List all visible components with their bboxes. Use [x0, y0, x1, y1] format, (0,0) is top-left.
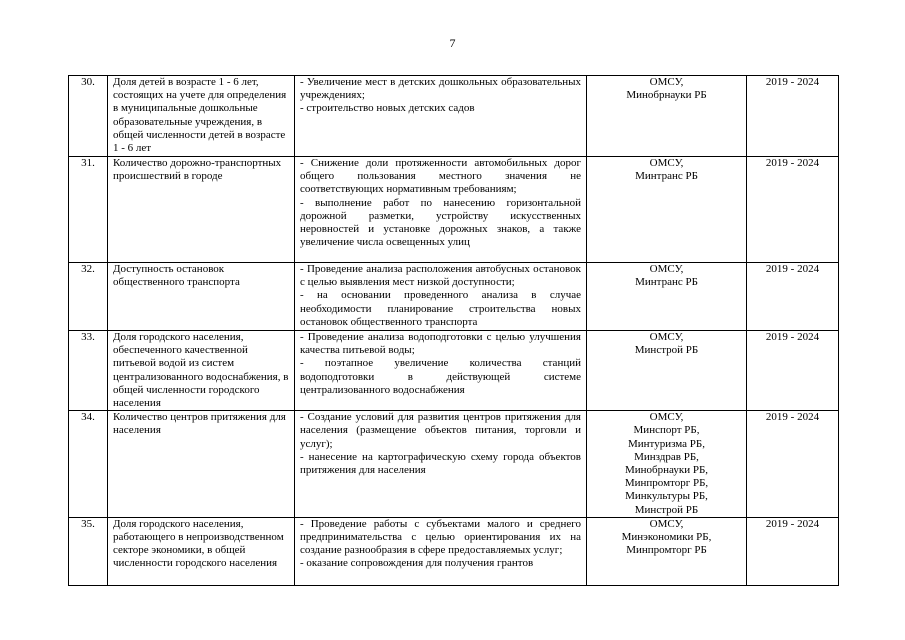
measures-cell — [295, 157, 587, 263]
measure-item: - выполнение работ по нанесению горизонтальной дорожной разметки, устройству искусственных неровностей и установке дорожных знаков, а также увеличение числа освещенных улиц — [300, 196, 581, 249]
measure-item: - Создание условий для развития центров притяжения для населения (размещение объектов питания, торговли и услуг); — [300, 411, 581, 450]
term-cell: 2019 - 2024 — [747, 157, 839, 263]
measure-item: - Проведение работы с субъектами малого и среднего предпринимательства с целью ориентирования их на создание разнообразия в сфере предоставляемых услуг; — [300, 517, 581, 557]
measure-item: - поэтапное увеличение количества станций водоподготовки в действующей системе централизованного водоснабжения — [300, 357, 581, 396]
responsible-cell — [587, 411, 747, 518]
measures-cell — [295, 331, 587, 411]
responsible-item: Минэкономики РБ, — [621, 531, 712, 544]
measures-cell — [295, 411, 587, 518]
responsible-item: Минпромторг РБ, — [624, 477, 709, 490]
table-row — [69, 157, 839, 263]
responsible-cell — [587, 76, 747, 157]
indicator-cell: Доля городского населения, работающего в непроизводственном секторе экономики, в общей численности городского населения — [108, 517, 295, 585]
indicator-cell: Доля детей в возрасте 1 - 6 лет, состоящих на учете для определения в муниципальные дошкольные образовательные учреждения, в общей численности детей в возрасте 1 - 6 лет — [108, 76, 295, 157]
table-row — [69, 331, 839, 411]
responsible-cell — [587, 331, 747, 411]
responsible-item: Минстрой РБ — [634, 503, 699, 516]
measures-cell — [295, 263, 587, 331]
term-cell: 2019 - 2024 — [747, 411, 839, 518]
responsible-item: Минспорт РБ, — [633, 424, 700, 437]
measure-item: - строительство новых детских садов — [300, 102, 475, 115]
measure-item: - на основании проведенного анализа в случае необходимости планирование строительства новых остановок общественного транспорта — [300, 289, 581, 328]
measures-cell — [295, 76, 587, 157]
row-number: 31. — [69, 157, 108, 263]
responsible-item: ОМСУ, — [649, 157, 684, 169]
indicator-cell: Количество центров притяжения для населения — [108, 411, 295, 518]
measure-item: - нанесение на картографическую схему города объектов притяжения для населения — [300, 450, 581, 477]
responsible-item: Минпромторг РБ — [626, 544, 707, 557]
table-row — [69, 76, 839, 157]
responsible-item: Минтуризма РБ, — [628, 437, 705, 450]
responsible-item: Минтранс РБ — [635, 276, 698, 289]
responsible-item: ОМСУ, — [649, 411, 684, 424]
row-number: 33. — [69, 331, 108, 411]
indicator-cell: Количество дорожно-транспортных происшествий в городе — [108, 157, 295, 263]
responsible-cell — [587, 263, 747, 331]
page-number: 7 — [449, 36, 456, 50]
indicator-cell: Доля городского населения, обеспеченного качественной питьевой водой из систем централизованного водоснабжения, в общей численности городского населения — [108, 331, 295, 411]
indicator-cell: Доступность остановок общественного транспорта — [108, 263, 295, 331]
measure-item: - оказание сопровождения для получения грантов — [300, 557, 534, 570]
term-cell: 2019 - 2024 — [747, 331, 839, 411]
responsible-item: ОМСУ, — [649, 76, 684, 88]
row-number: 32. — [69, 263, 108, 331]
row-number: 35. — [69, 517, 108, 585]
measure-item: - Увеличение мест в детских дошкольных образовательных учреждениях; — [300, 76, 581, 102]
responsible-item: Минздрав РБ, — [634, 450, 699, 463]
responsible-item: Минтранс РБ — [635, 170, 698, 183]
row-number: 34. — [69, 411, 108, 518]
term-cell: 2019 - 2024 — [747, 263, 839, 331]
term-cell: 2019 - 2024 — [747, 76, 839, 157]
responsible-cell — [587, 517, 747, 585]
responsible-item: Минкультуры РБ, — [625, 490, 708, 503]
table-row — [69, 517, 839, 585]
measure-item: - Проведение анализа водоподготовки с целью улучшения качества питьевой воды; — [300, 331, 581, 357]
measure-item: - Проведение анализа расположения автобусных остановок с целью выявления мест низкой доступности; — [300, 263, 581, 289]
measure-item: - Снижение доли протяженности автомобильных дорог общего пользования местного значения не соответствующих нормативным требованиям; — [300, 157, 581, 196]
row-number: 30. — [69, 76, 108, 157]
table-row — [69, 263, 839, 331]
table-row — [69, 411, 839, 518]
responsible-item: ОМСУ, — [649, 331, 684, 343]
responsible-cell — [587, 157, 747, 263]
responsible-item: Минобрнауки РБ, — [624, 464, 709, 477]
measures-table — [68, 75, 839, 586]
responsible-item: ОМСУ, — [649, 517, 684, 530]
measures-cell — [295, 517, 587, 585]
term-cell: 2019 - 2024 — [747, 517, 839, 585]
responsible-item: Минстрой РБ — [634, 344, 699, 357]
responsible-item: ОМСУ, — [649, 263, 684, 275]
responsible-item: Минобрнауки РБ — [626, 89, 707, 102]
